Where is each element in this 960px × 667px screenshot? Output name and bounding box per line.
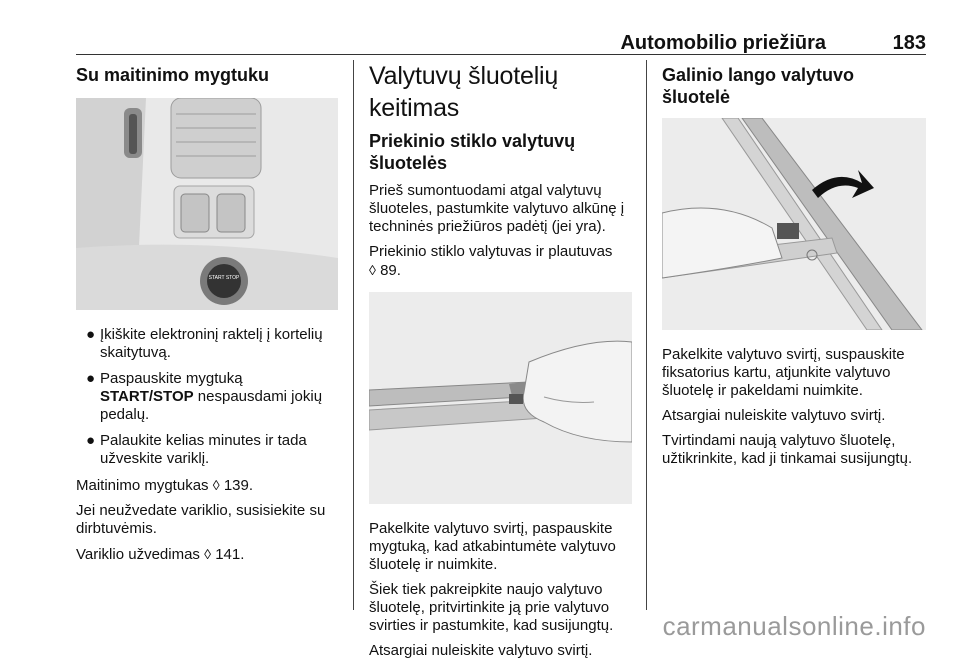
rear-wiper-illustration — [662, 118, 926, 330]
paragraph: Šiek tiek pakreipkite naujo valytuvo šluotelę, pritvirtinkite ją prie valytuvo svirties ir pastumkite, kad susijungtų. — [369, 581, 614, 634]
bullet-item: ● Įkiškite elektroninį raktelį į kortelių skaitytuvą. — [86, 326, 323, 361]
page-number: 183 — [892, 32, 926, 54]
start-button-label: START STOP — [208, 275, 240, 281]
watermark: carmanualsonline.info — [662, 611, 926, 641]
column-3 — [662, 60, 926, 475]
heading-start-button: Su maitinimo mygtuku — [76, 65, 270, 85]
paragraph: Pakelkite valytuvo svirtį, suspauskite fiksatorius kartu, atjunkite valytuvo šluotelę ir pakeldami nuimkite. — [662, 346, 905, 399]
paragraph: Pakelkite valytuvo svirtį, paspauskite mygtuką, kad atkabintumėte valytuvo šluotelę ir nuimkite. — [369, 520, 616, 573]
column-2 — [369, 60, 632, 667]
start-button-illustration — [76, 98, 338, 310]
paragraph: Prieš sumontuodami atgal valytuvų šluoteles, pastumkite valytuvo alkūnę į techninės priežiūros padėtį (jei yra). — [369, 182, 625, 235]
main-title: Valytuvų šluotelių keitimas — [369, 62, 559, 122]
bullet-item: ● Paspauskite mygtuką START/STOP nespausdami jokių pedalų. — [86, 370, 323, 423]
paragraph: Maitinimo mygtukas ◊ 139. — [76, 477, 254, 494]
column-1 — [76, 60, 338, 571]
figure-rear-wiper — [662, 118, 926, 330]
subheading-windshield: Priekinio stiklo valytuvų šluotelės — [369, 131, 576, 173]
figure-start-button — [76, 98, 338, 310]
page-ref-icon: ◊ — [369, 262, 376, 278]
figure-front-wiper — [369, 292, 632, 504]
paragraph: Tvirtindami naują valytuvo šluotelę, užtikrinkite, kad ji tinkamai susijungtų. — [662, 432, 913, 467]
section-title: Automobilio priežiūra — [620, 32, 826, 54]
paragraph: Atsargiai nuleiskite valytuvo svirtį. — [369, 642, 593, 659]
paragraph: Priekinio stiklo valytuvas ir plautuvas ◊ 89. — [369, 243, 613, 279]
paragraph: Variklio užvedimas ◊ 141. — [76, 546, 245, 563]
bullet-item: ● Palaukite kelias minutes ir tada užveskite variklį. — [86, 432, 307, 467]
front-wiper-illustration — [369, 292, 632, 504]
page-ref-icon: ◊ — [212, 477, 220, 493]
heading-rear-wiper: Galinio lango valytuvo šluotelė — [662, 65, 855, 107]
paragraph: Atsargiai nuleiskite valytuvo svirtį. — [662, 407, 886, 424]
page-header — [76, 32, 926, 55]
page-ref-icon: ◊ — [204, 546, 212, 562]
start-stop-label: START/STOP — [100, 388, 194, 405]
column-divider — [353, 60, 354, 610]
column-divider — [646, 60, 647, 610]
paragraph: Jei neužvedate variklio, susisiekite su dirbtuvėmis. — [76, 502, 326, 537]
